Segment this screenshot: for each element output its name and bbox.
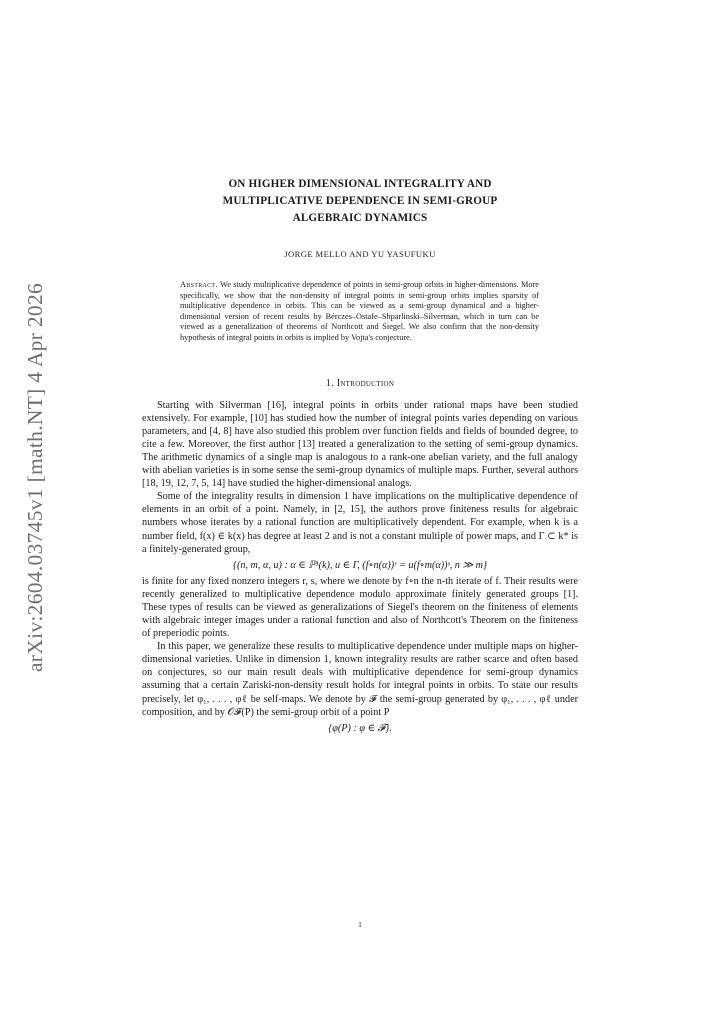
page-number: 1 xyxy=(358,920,362,929)
arxiv-identifier: arXiv:2604.03745v1 [math.NT] 4 Apr 2026 xyxy=(23,282,48,672)
abstract-text: We study multiplicative dependence of points in semi-group orbits in higher-dimensions. More specifically, we show that the non-density of integral points in semi-group orbits implies sparsity of multiplicative dependence in orbits. This can be viewed as a semi-group dynamical and a higher-dimensional version of recent results by Bérczes–Ostafe–Shparlinski–Silverman, which in turn can be viewed as a generalization of theorems of Northcott and Siegel. We also confirm that the non-density hypothesis of integral points in orbits is implied by Vojta's conjecture. xyxy=(180,280,539,342)
author-list: JORGE MELLO AND YU YASUFUKU xyxy=(284,249,436,259)
abstract xyxy=(180,280,539,344)
arxiv-stamp xyxy=(16,282,56,672)
body-text xyxy=(142,399,578,735)
section-heading: 1. Introduction xyxy=(325,377,395,389)
abstract-label: Abstract. xyxy=(180,280,218,289)
paragraph: In this paper, we generalize these results to multiplicative dependence under multiple maps on higher-dimensional varieties. Unlike in dimension 1, known integrality results are rather scarce and often based on conjectures, so our main result deals with multiplicative dependence for semi-group dynamics assuming that a certain Zariski-non-density result holds for integral points in orbits. To state our results precisely, let φ₁, . . . , φℓ be self-maps. We denote by 𝓕 the semi-group generated by φ₁, . . . , φℓ under composition, and by 𝒪𝓕(P) the semi-group orbit of a point P xyxy=(142,641,578,718)
title-line: ON HIGHER DIMENSIONAL INTEGRALITY AND xyxy=(228,178,492,190)
title-line: ALGEBRAIC DYNAMICS xyxy=(292,212,428,224)
display-equation: {φ(P) : φ ∈ 𝓕}. xyxy=(328,722,392,734)
paragraph: Some of the integrality results in dimension 1 have implications on the multiplicative dependence of elements in an orbit of a point. Namely, in [2, 15], the authors prove finiteness results for algebraic numbers whose iterates by a rational function are multiplicatively dependent. For example, when k is a number field, f(x) ∈ k(x) has degree at least 2 and is not a constant multiple of power maps, and Γ ⊂ k* is a finitely-generated group, xyxy=(142,491,578,555)
paragraph: is finite for any fixed nonzero integers r, s, where we denote by f∘n the n-th iterate of f. Their results were recently generalized to multiplicative dependence modulo approximate finitely generated groups [1]. These types of results can be viewed as generalizations of Siegel's theorem on the finiteness of elements with algebraic integer images under a rational function and also of Northcott's Theorem on the finiteness of preperiodic points. xyxy=(142,575,578,640)
paper-title xyxy=(142,176,578,227)
paper-page xyxy=(142,176,578,929)
display-equation: {(n, m, α, u) : α ∈ ℙ¹(k), u ∈ Γ, (f∘n(α))ʳ = u(f∘m(α))ˢ, n ≫ m} xyxy=(232,559,488,571)
title-line: MULTIPLICATIVE DEPENDENCE IN SEMI-GROUP xyxy=(222,195,498,207)
paragraph: Starting with Silverman [16], integral points in orbits under rational maps have been studied extensively. For example, [10] has studied how the number of integral points varies depending on various parameters, and [4, 8] have also studied this problem over function fields and fields of bounded degree, to cite a few. Moreover, the first author [13] treated a generalization to the setting of semi-group dynamics. The arithmetic dynamics of a single map is analogous to a rank-one abelian variety, and the full analogy with abelian varieties is in some sense the semi-group dynamics of multiple maps. Further, several authors [18, 19, 12, 7, 5, 14] have studied the higher-dimensional analogs. xyxy=(142,399,578,490)
